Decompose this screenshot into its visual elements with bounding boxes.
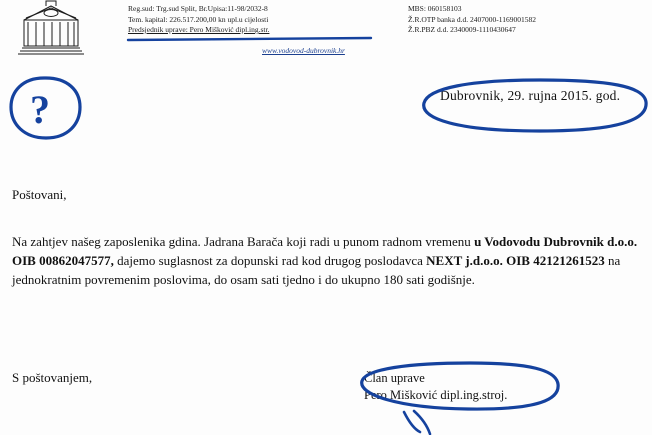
header-bank-line-1: MBS: 060158103 (408, 4, 462, 13)
question-mark-annotation: ? (30, 87, 50, 132)
body-paragraph (12, 232, 640, 289)
header-bank-line-2: Ž.R.OTP banka d.d. 2407000-1169001582 (408, 14, 536, 24)
header-bank-column (408, 4, 536, 36)
signature-block (364, 370, 507, 404)
signature-name: Pero Mišković dipl.ing.stroj. (364, 388, 508, 402)
signature-title: Član uprave (364, 371, 425, 385)
body-segment-3: dajemo suglasnost za dopunski rad kod drugog poslodavca (113, 253, 427, 268)
body-segment-2: u Vodovodu Dubrovnik d.o.o. OIB 00862047577, (12, 234, 638, 268)
place-and-date: Dubrovnik, 29. rujna 2015. god. (440, 88, 621, 103)
header-bank-line-3: Ž.R.PBZ d.d. 2340009-1110430647 (408, 25, 516, 34)
body-segment-5: na jednokratnim povremenim poslovima, do osam sati tjedno i do ukupno 180 sati godišnje. (12, 253, 621, 287)
header-registry-column (128, 4, 269, 36)
header-reg-line-1: Reg.sud: Trg.sud Split, Br.Upisa:11-98/2032-8 (128, 4, 268, 13)
salutation: Poštovani, (12, 187, 67, 202)
closing-line: S poštovanjem, (12, 370, 93, 385)
body-segment-4: NEXT j.d.o.o. OIB 42121261523 (426, 253, 605, 268)
header-reg-line-3: Predsjednik uprave: Pero Mišković dipl.ing.str. (128, 25, 270, 34)
header-reg-line-2: Tem. kapital: 226.517.200,00 kn upl.u cijelosti (128, 14, 269, 24)
body-segment-1: Na zahtjev našeg zaposlenika gdina. Jadrana Barača koji radi u punom radnom vremenu (12, 234, 475, 249)
letterhead (0, 0, 652, 62)
header-website-link[interactable]: www.vodovod-dubrovnik.hr (262, 46, 345, 55)
company-crest-logo (8, 0, 94, 58)
